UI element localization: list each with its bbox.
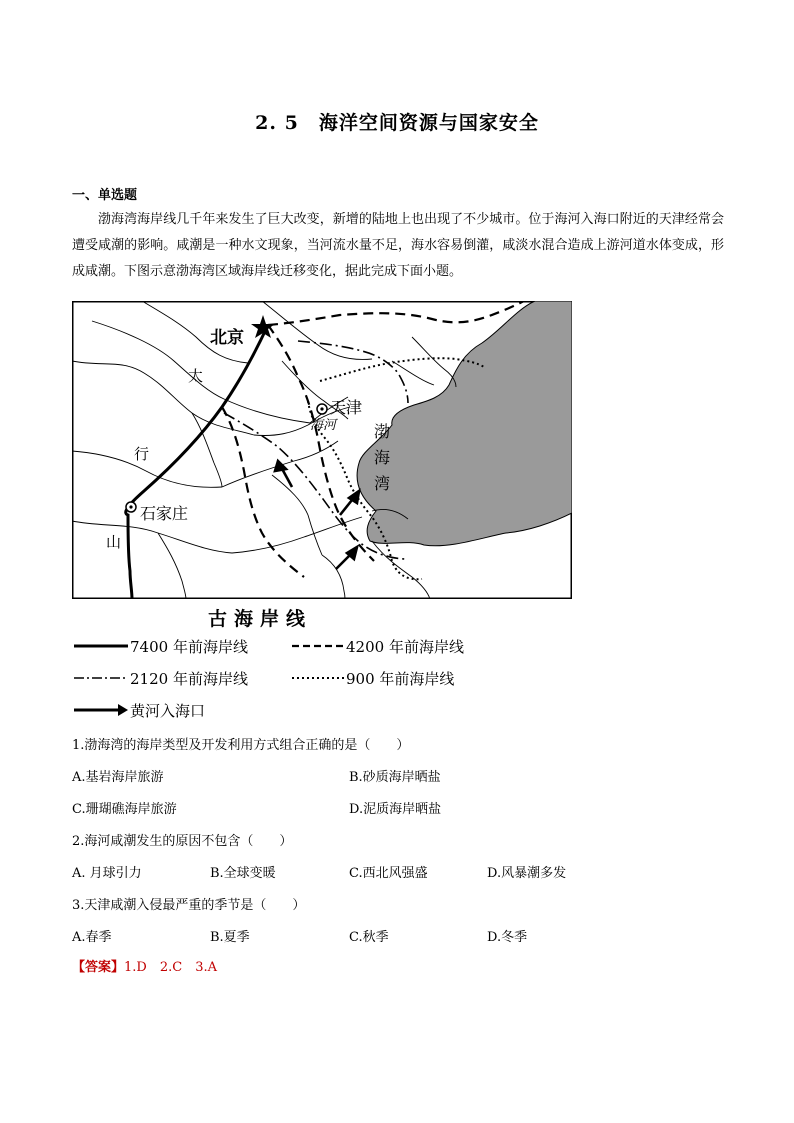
q2-option-b[interactable]: B.全球变暖 [210,866,276,881]
q2-option-a[interactable]: A. 月球引力 [72,866,142,881]
legend-label: 2120 年前海岸线 [130,669,248,688]
q1-option-a[interactable]: A.基岩海岸旅游 [72,770,164,785]
legend-label: 900 年前海岸线 [346,669,455,688]
q3-option-a[interactable]: A.春季 [72,930,112,945]
legend-item-7400 [72,636,248,656]
legend-dashed-line-icon [290,636,346,656]
legend-item-2120 [72,668,248,688]
q3-option-c[interactable]: C.秋季 [349,930,389,945]
legend-item-river-mouth [72,700,205,720]
section-heading: 一、单选题 [72,188,138,203]
legend-item-4200 [290,636,464,656]
label-shijiazhuang: 石家庄 [140,504,189,523]
legend-label: 4200 年前海岸线 [346,637,464,656]
q3-option-d[interactable]: D.冬季 [487,930,528,945]
legend-dotted-line-icon [290,668,346,688]
q3-option-b[interactable]: B.夏季 [210,930,250,945]
label-bay-1: 渤 [374,422,391,441]
question-3: 3.天津咸潮入侵最严重的季节是（ ） [72,898,306,913]
q2-option-c[interactable]: C.西北风强盛 [349,866,428,881]
legend-arrow-icon [72,700,130,720]
q1-option-b[interactable]: B.砂质海岸晒盐 [349,770,441,785]
answer-label: 【答案】 [72,960,125,975]
label-beijing: 北京 [210,328,244,348]
label-hang: 行 [134,445,150,463]
label-shan: 山 [106,533,122,551]
q1-option-c[interactable]: C.珊瑚礁海岸旅游 [72,802,177,817]
legend-solid-line-icon [72,636,130,656]
q1-option-d[interactable]: D.泥质海岸晒盐 [349,802,442,817]
legend-item-900 [290,668,454,688]
answer-line [72,956,217,975]
label-haihe: 海河 [310,418,337,433]
answer-text: 1.D 2.C 3.A [124,960,217,975]
label-bay-3: 湾 [374,474,391,493]
label-bay-2: 海 [374,448,391,467]
coastline-map [72,301,572,599]
legend-title: 古海岸线 [208,608,313,630]
question-1: 1.渤海湾的海岸类型及开发利用方式组合正确的是（ ） [72,738,410,753]
page-title: 2. 5 海洋空间资源与国家安全 [255,112,539,134]
legend-dashdot-line-icon [72,668,130,688]
label-tianjin: 天津 [330,398,363,417]
legend-label: 黄河入海口 [130,701,206,720]
legend-label: 7400 年前海岸线 [130,637,248,656]
intro-paragraph: 渤海湾海岸线几千年来发生了巨大改变，新增的陆地上也出现了不少城市。位于海河入海口附近的天津经常会遭受咸潮的影响。咸潮是一种水文现象，当河流水量不足，海水容易倒灌，咸淡水混合造成上游河道水体变成，形成咸潮。下图示意渤海湾区域海岸线迁移变化，据此完成下面小题。 [72,212,724,279]
question-2: 2.海河咸潮发生的原因不包含（ ） [72,834,293,849]
label-tai: 太 [188,367,204,385]
q2-option-d[interactable]: D.风暴潮多发 [487,866,567,881]
